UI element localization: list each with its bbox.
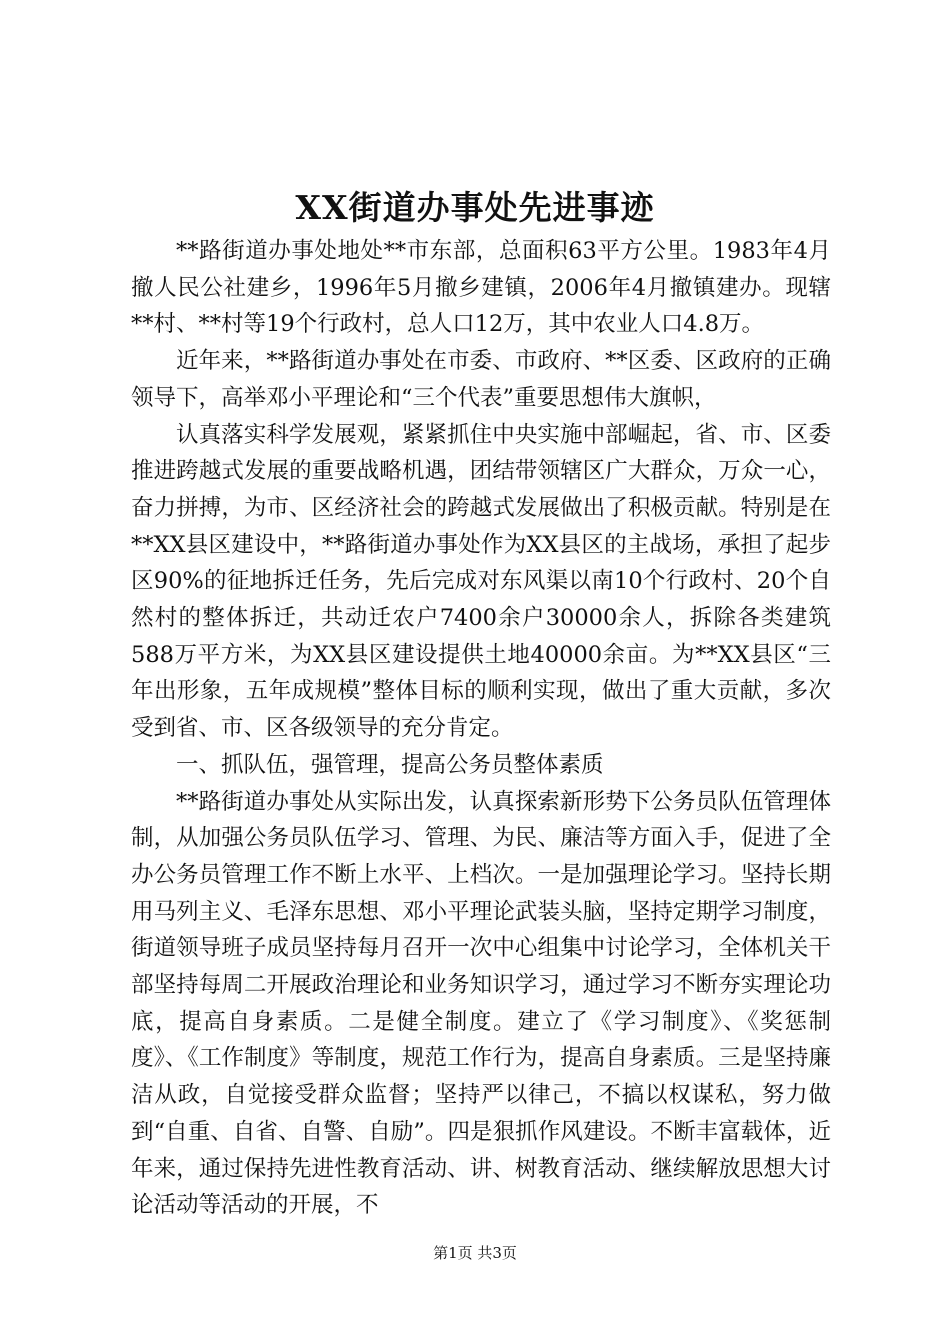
document-body <box>131 233 831 1224</box>
paragraph-achievements: 认真落实科学发展观，紧紧抓住中央实施中部崛起，省、市、区委推进跨越式发展的重要战略机遇，团结带领辖区广大群众，万众一心，奋力拼搏，为市、区经济社会的跨越式发展做出了积极贡献。特别是在**XX县区建设中，**路街道办事处作为XX县区的主战场，承担了起步区90%的征地拆迁任务，先后完成对东风渠以南10个行政村、20个自然村的整体拆迁，共动迁农户7400余户30000余人，拆除各类建筑588万平方米，为XX县区建设提供土地40000余亩。为**XX县区“三年出形象，五年成规模”整体目标的顺利实现，做出了重大贡献，多次受到省、市、区各级领导的充分肯定。 <box>131 421 831 742</box>
document-title: XX街道办事处先进事迹 <box>295 188 655 227</box>
section-heading-1: 一、抓队伍，强管理，提高公务员整体素质 <box>176 751 604 778</box>
page-number: 第1页 共3页 <box>433 1244 517 1262</box>
paragraph-leadership: 近年来，**路街道办事处在市委、市政府、**区委、区政府的正确领导下，高举邓小平理论和“三个代表”重要思想伟大旗帜， <box>131 348 831 411</box>
paragraph-intro: **路街道办事处地处**市东部，总面积63平方公里。1983年4月撤人民公社建乡，1996年5月撤乡建镇，2006年4月撤镇建办。现辖**村、**村等19个行政村，总人口12万，其中农业人口4.8万。 <box>131 238 831 338</box>
paragraph-team-management: **路街道办事处从实际出发，认真探索新形势下公务员队伍管理体制，从加强公务员队伍学习、管理、为民、廉洁等方面入手，促进了全办公务员管理工作不断上水平、上档次。一是加强理论学习。坚持长期用马列主义、毛泽东思想、邓小平理论武装头脑，坚持定期学习制度，街道领导班子成员坚持每月召开一次中心组集中讨论学习，全体机关干部坚持每周二开展政治理论和业务知识学习，通过学习不断夯实理论功底，提高自身素质。二是健全制度。建立了《学习制度》、《奖惩制度》、《工作制度》等制度，规范工作行为，提高自身素质。三是坚持廉洁从政，自觉接受群众监督；坚持严以律己，不搞以权谋私，努力做到“自重、自省、自警、自励”。四是狠抓作风建设。不断丰富载体，近年来，通过保持先进性教育活动、讲、树教育活动、继续解放思想大讨论活动等活动的开展，不 <box>131 788 831 1219</box>
